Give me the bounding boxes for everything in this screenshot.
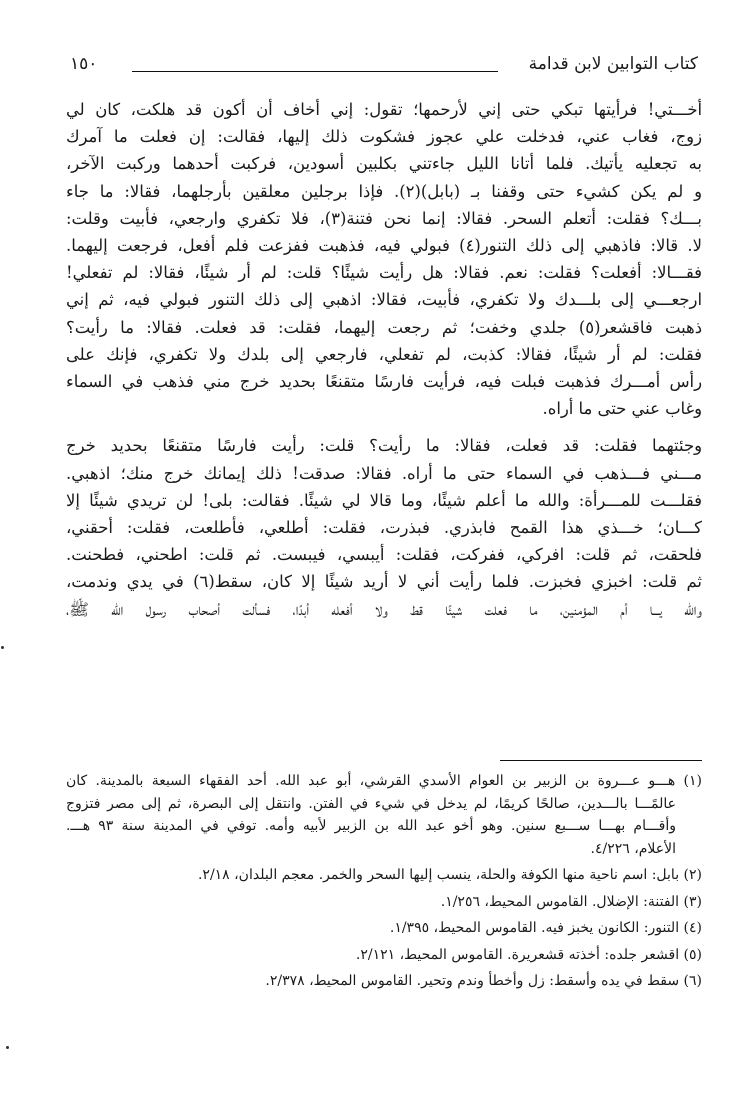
footnote-line: (١) هـــو عـــروة بن الزبير بن العوام الأسدي القرشي، أبو عبد الله. أحد الفقهاء السبعة بالمدينة. كان — [66, 773, 702, 789]
text-line: وجئتهما فقلت: قد فعلت، فقالا: ما رأيت؟ قلت: رأيت فارسًا متقنعًا بحديد خرج — [66, 436, 702, 456]
footnote-line: (٦) سقط في يده وأسقط: زل وأخطأ وندم وتحير. القاموس المحيط، ٢/٣٧٨. — [265, 973, 702, 989]
text-line: لا. قالا: فاذهبي إلى ذلك التنور(٤) فبولي فيه، فذهبت ففزعت فلم أفعل، فرجعت إليهما. — [66, 236, 702, 256]
main-text — [66, 96, 702, 623]
footnote-line: وأقـــام بهـــا ســـبع سنين. وهو أخو عبد الله بن الزبير لأبيه وأمه. توفي في المدينة سنة ٩٣ هـــ. — [66, 818, 676, 834]
header-rule — [132, 71, 498, 72]
footnote-line: (٣) الفتنة: الإضلال. القاموس المحيط، ١/٢٥٦. — [440, 893, 702, 910]
text-line: ارجعـــي إلى بلـــدك ولا تكفري، فأبيت، فقالا: اذهبي إلى ذلك التنور فبولي فيه، ثم إني — [66, 290, 702, 310]
text-line: و لم يكن كشيء حتى وقفنا بـ (بابل)(٢). فإذا برجلين معلقين بأرجلهما، فقالا: ما جاء — [66, 181, 702, 201]
text-line: فقـــالا: أفعلت؟ فقلت: نعم. فقالا: هل رأيت شيئًا؟ قلت: لم أر شيئًا، فقالا: لم تفعلي! — [66, 263, 702, 283]
scan-speck — [1, 646, 4, 649]
text-line: مـــني فـــذهب في السماء حتى ما أراه. فقالا: صدقت! ذلك إيمانك خرج منك؛ اذهبي. — [66, 463, 702, 483]
text-line: أخـــتي! فرأيتها تبكي حتى إني لأرحمها؛ تقول: إني أخاف أن أكون قد هلكت، كان لي — [66, 100, 702, 119]
text-line: والله يـــا أم المؤمنين، ما فعلت شيئًا قط ولا أفعله أبدًا، فسألت أصحاب رسول الله ﷺ، — [66, 599, 702, 619]
text-line: فلحقت، ثم قلت: افركي، ففركت، فقلت: أيبسي، فيبست. ثم قلت: اطحني، فطحنت. — [66, 545, 702, 565]
running-header — [70, 54, 698, 84]
text-line: به تجعليه يأتيك. فلما أتانا الليل جاءتني بكلبين أسودين، فركبت أحدهما وركبت الآخر، — [66, 154, 702, 174]
footnote-line: (٥) اقشعر جلده: أخذته قشعريرة. القاموس المحيط، ٢/١٢١. — [355, 946, 702, 963]
book-title: كتاب التوابين لابن قدامة — [528, 54, 698, 74]
text-line: ثم قلت: اخبزي فخبزت. فلما رأيت أني لا أريد شيئًا إلا كان، سقط(٦) في يدي وندمت، — [66, 572, 702, 592]
text-line: فقلت: لم أر شيئًا، فقالا: كذبت، لم تفعلي، فارجعي إلى بلدك ولا تكفري، فإنك على — [66, 344, 702, 364]
scan-speck — [6, 1046, 9, 1049]
text-line: زوج، فغاب عني، فدخلت علي عجوز فشكوت ذلك إليها، فقالت: إن فعلت ما آمرك — [66, 127, 702, 147]
text-line: فقلـــت للمـــرأة: والله ما أعلم شيئًا، وما قالا لي شيئًا. فقالت: بلى! لن تريدي شيئًا إلا — [66, 490, 702, 510]
page-number: ١٥٠ — [70, 54, 98, 74]
footnote-line: عالمًـــا بالـــدين، صالحًا كريمًا، لم يدخل في شيء في الفتن. وانتقل إلى البصرة، ثم إلى مصر فتزوج — [66, 795, 676, 812]
text-line: ذهبت فاقشعر(٥) جلدي وخفت؛ ثم رجعت إليهما، فقلت: قد فعلت. فقالا: ما رأيت؟ — [66, 317, 702, 337]
footnotes — [66, 770, 702, 993]
footnote-line: (٢) بابل: اسم ناحية منها الكوفة والحلة، ينسب إليها السحر والخمر. معجم البلدان، ٢/١٨. — [197, 867, 702, 883]
footnote-line: (٤) التنور: الكانون يخبز فيه. القاموس المحيط، ١/٣٩٥. — [389, 920, 702, 936]
text-line: وغاب عني حتى ما أراه. — [542, 399, 702, 419]
text-line: بـــك؟ فقلت: أتعلم السحر. فقالا: إنما نحن فتنة(٣)، فلا تكفري وارجعي، فأبيت وقلت: — [66, 208, 702, 228]
paragraph-1 — [66, 96, 702, 422]
footnote-separator — [500, 760, 702, 761]
paragraph-2 — [66, 432, 702, 622]
text-line: رأس أمـــرك فذهبت فبلت فيه، فرأيت فارسًا متقنعًا بحديد خرج مني فذهب في السماء — [66, 372, 702, 392]
text-line: كـــان؛ خـــذي هذا القمح فابذري. فبذرت، فقلت: أطلعي، فأطلعت، فقلت: أحقني، — [66, 518, 702, 538]
footnote-line: الأعلام، ٤/٢٢٦. — [590, 840, 676, 857]
